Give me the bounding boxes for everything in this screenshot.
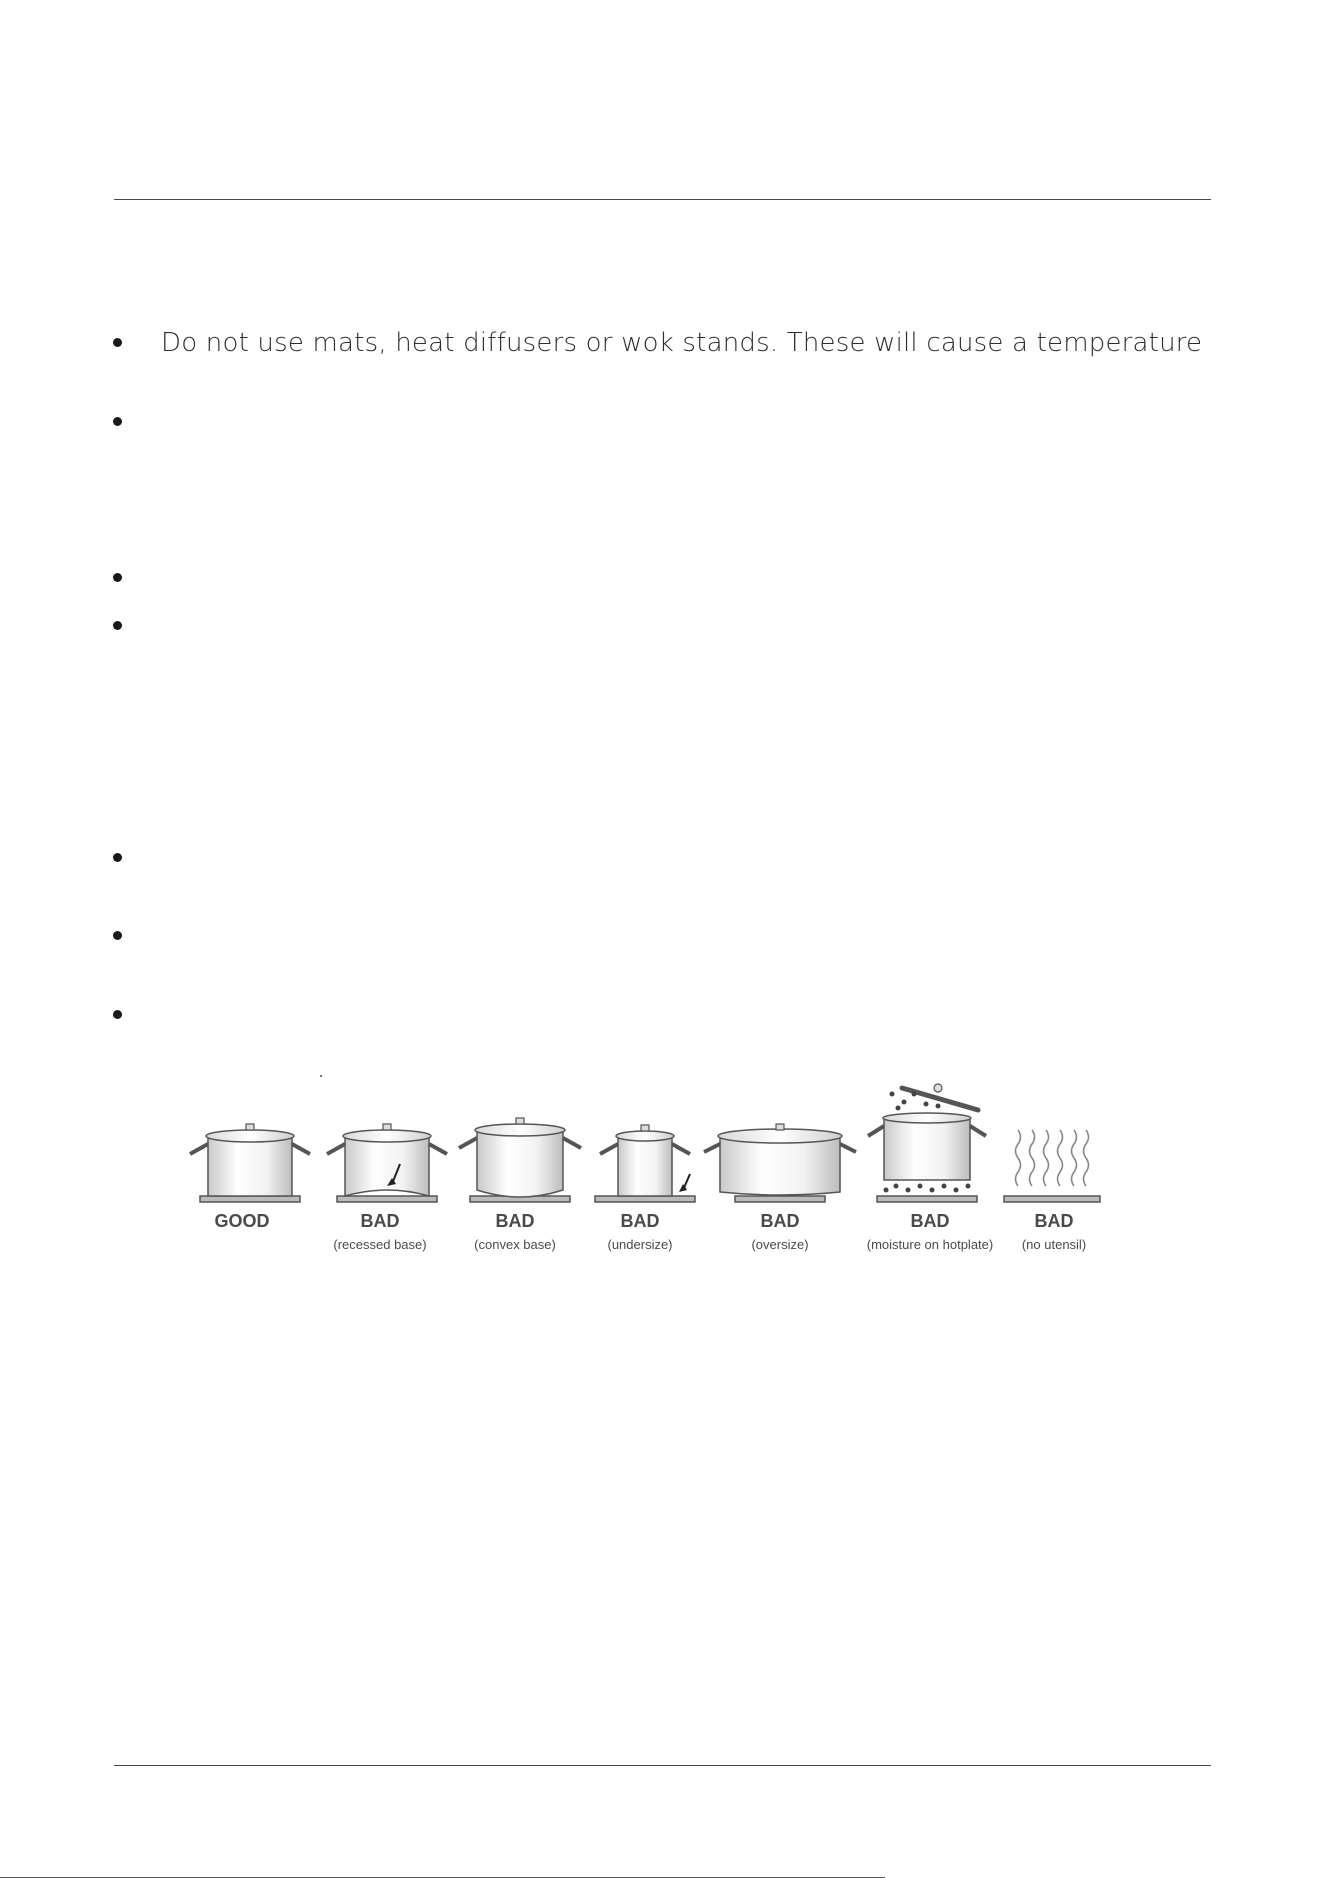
bullet-marker bbox=[113, 573, 122, 582]
pot-undersize bbox=[595, 1125, 695, 1202]
caption-bad-recessed: BAD bbox=[360, 1211, 400, 1231]
caption-bad-no-utensil: BAD bbox=[1034, 1211, 1074, 1231]
caption-good: GOOD bbox=[214, 1211, 270, 1231]
pot-oversize bbox=[704, 1124, 856, 1202]
bullet-marker bbox=[113, 621, 122, 630]
pot-recessed-base bbox=[327, 1124, 447, 1202]
bullet-marker bbox=[113, 417, 122, 426]
caption-moisture-on-hotplate: (moisture on hotplate) bbox=[866, 1237, 994, 1252]
caption-recessed-base: (recessed base) bbox=[333, 1237, 427, 1252]
stray-dot bbox=[320, 1075, 322, 1077]
pot-good bbox=[190, 1124, 310, 1202]
bullet-marker bbox=[113, 931, 122, 940]
caption-no-utensil: (no utensil) bbox=[1021, 1237, 1087, 1252]
caption-oversize: (oversize) bbox=[751, 1237, 809, 1252]
bullet-marker bbox=[113, 1010, 122, 1019]
pot-moisture-on-hotplate bbox=[868, 1084, 986, 1202]
caption-bad-convex: BAD bbox=[495, 1211, 535, 1231]
caption-bad-oversize: BAD bbox=[760, 1211, 800, 1231]
pot-convex-base bbox=[459, 1118, 581, 1202]
caption-undersize: (undersize) bbox=[607, 1237, 673, 1252]
caption-convex-base: (convex base) bbox=[474, 1237, 556, 1252]
bullet-text-1: Do not use mats, heat diffusers or wok stands. These will cause a temperature bbox=[161, 328, 1203, 358]
header-rule bbox=[114, 199, 1211, 200]
caption-bad-moisture: BAD bbox=[910, 1211, 950, 1231]
footer-rule bbox=[114, 1765, 1211, 1766]
cookware-diagram bbox=[180, 1080, 1120, 1260]
bullet-marker bbox=[113, 853, 122, 862]
caption-bad-undersize: BAD bbox=[620, 1211, 660, 1231]
no-utensil-heat bbox=[1004, 1130, 1100, 1202]
bullet-marker bbox=[113, 338, 122, 347]
